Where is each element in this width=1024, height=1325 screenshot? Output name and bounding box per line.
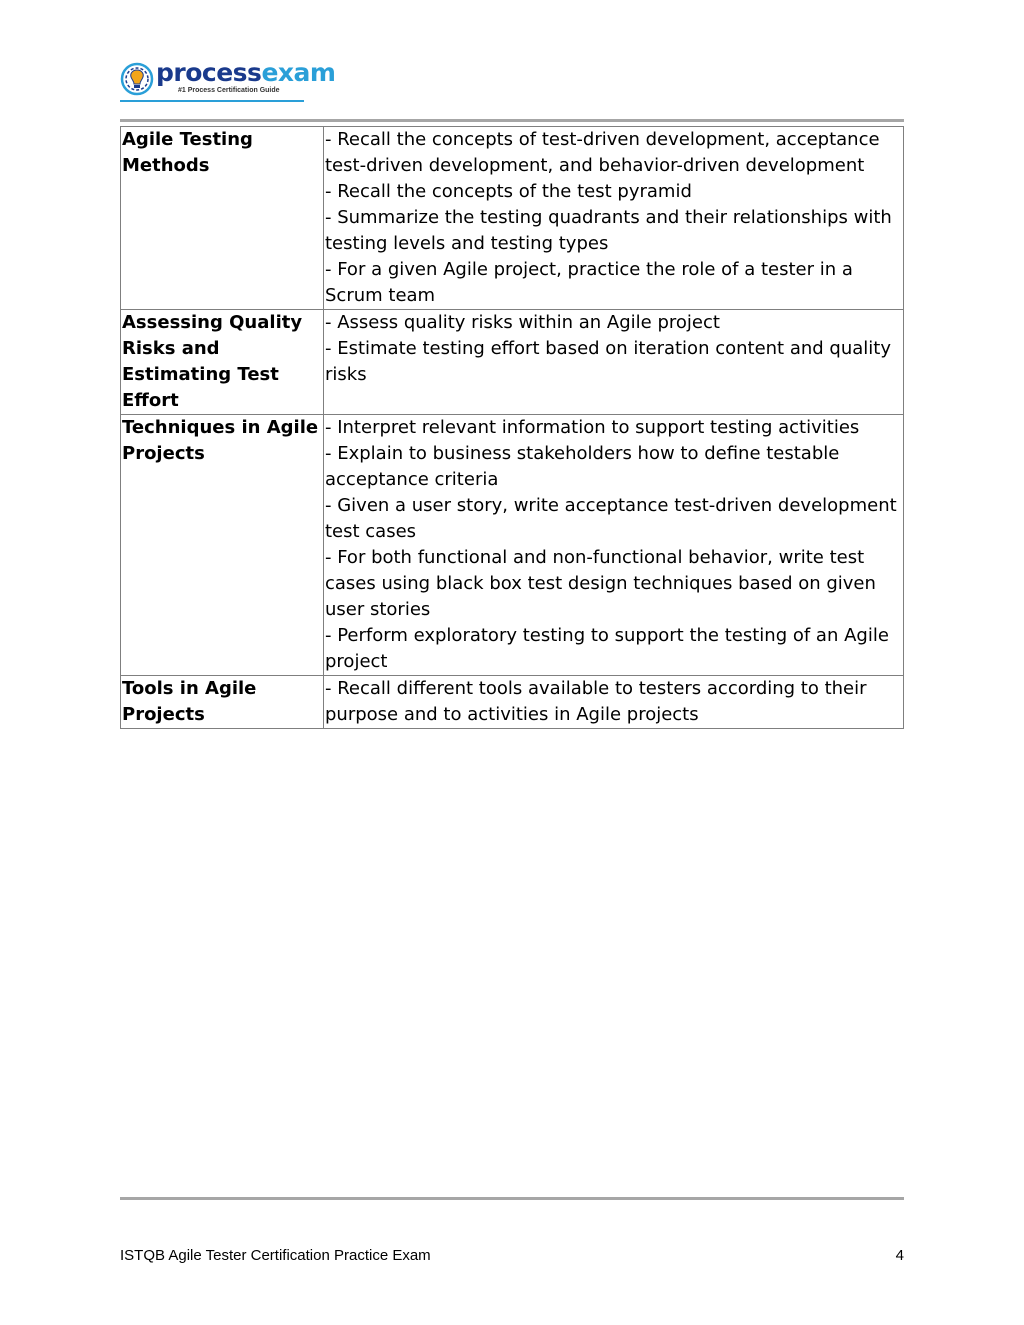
objectives-cell — [324, 310, 904, 415]
objective-item: - For both functional and non-functional behavior, write test cases using black box test design techniques based on given user stories — [325, 547, 876, 620]
objective-item: - Interpret relevant information to support testing activities — [325, 417, 860, 438]
syllabus-table — [120, 126, 904, 729]
objective-item: - Recall the concepts of test-driven development, acceptance test-driven development, and behavior-driven development — [325, 129, 880, 176]
logo-tagline: #1 Process Certification Guide — [178, 87, 280, 94]
objectives-cell — [324, 415, 904, 676]
topic-cell: Techniques in Agile Projects — [121, 415, 324, 676]
table-row — [121, 310, 904, 415]
topic-cell: Agile Testing Methods — [121, 127, 324, 310]
footer-title: ISTQB Agile Tester Certification Practice Exam — [120, 1247, 431, 1264]
table-row — [121, 415, 904, 676]
footer-divider — [120, 1197, 904, 1200]
header-divider — [120, 119, 904, 122]
objective-item: - Perform exploratory testing to support the testing of an Agile project — [325, 625, 889, 672]
objective-item: - Given a user story, write acceptance test-driven development test cases — [325, 495, 897, 542]
objective-item: - Recall the concepts of the test pyramid — [325, 181, 692, 202]
logo-brand-part1: process — [156, 58, 262, 87]
objectives-cell — [324, 676, 904, 729]
topic-cell: Assessing Quality Risks and Estimating Test Effort — [121, 310, 324, 415]
page-number: 4 — [895, 1247, 904, 1264]
objective-item: - Explain to business stakeholders how to define testable acceptance criteria — [325, 443, 840, 490]
logo-brand-part2: exam — [261, 58, 336, 87]
objective-item: - Estimate testing effort based on iteration content and quality risks — [325, 338, 891, 385]
processexam-logo — [120, 58, 336, 104]
objective-item: - Assess quality risks within an Agile project — [325, 312, 720, 333]
objectives-cell — [324, 127, 904, 310]
table-row — [121, 676, 904, 729]
objective-item: - Summarize the testing quadrants and their relationships with testing levels and testing types — [325, 207, 892, 254]
logo-underline — [120, 100, 304, 102]
objective-item: - Recall different tools available to testers according to their purpose and to activities in Agile projects — [325, 678, 867, 725]
lightbulb-gear-icon — [120, 62, 154, 96]
topic-cell: Tools in Agile Projects — [121, 676, 324, 729]
table-row — [121, 127, 904, 310]
objective-item: - For a given Agile project, practice the role of a tester in a Scrum team — [325, 259, 853, 306]
logo-wordmark — [156, 58, 335, 88]
syllabus-table-body — [121, 127, 904, 729]
